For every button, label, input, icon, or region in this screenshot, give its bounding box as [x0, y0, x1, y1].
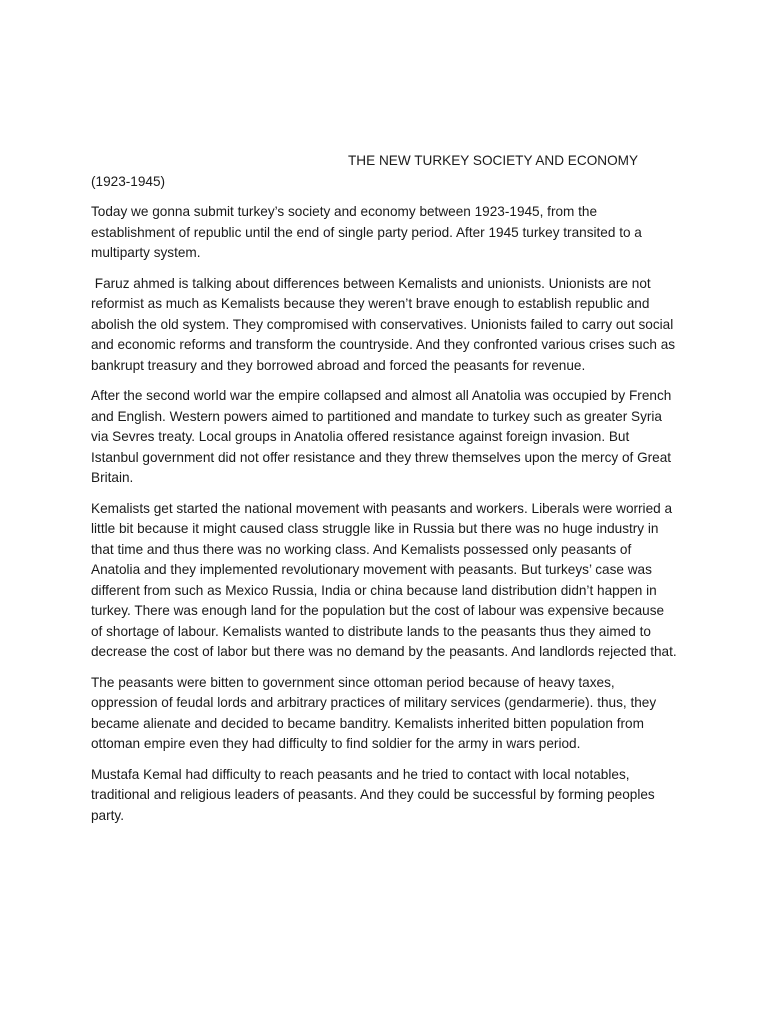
paragraph-occupation: After the second world war the empire collapsed and almost all Anatolia was occupied by French and English. Western powers aimed to partitioned and mandate to turkey such as greater Syria via Sevres treaty. Local groups in Anatolia offered resistance against foreign invasion. But Istanbul government did not offer resistance and they threw themselves upon the mercy of Great Britain. — [91, 388, 672, 485]
document-body — [91, 150, 677, 836]
paragraph-kemalists-unionists: Faruz ahmed is talking about differences between Kemalists and unionists. Unionists are not reformist as much as Kemalists because they weren’t brave enough to establish republic and abolish the old system. They compromised with conservatives. Unionists failed to carry out social and economic reforms and transform the countryside. And they confronted various crises such as bankrupt treasury and they borrowed abroad and forced the peasants for revenue. — [91, 275, 679, 373]
paragraph-national-movement: Kemalists get started the national movement with peasants and workers. Liberals were worried a little bit because it might caused class struggle like in Russia but there was no huge industry in that time and thus there was no working class. And Kemalists possessed only peasants of Anatolia and they implemented revolutionary movement with peasants. But turkeys’ case was different from such as Mexico Russia, India or china because land distribution didn’t happen in turkey. There was enough land for the population but the cost of labour was expensive because of shortage of labour. Kemalists wanted to distribute lands to the peasants thus they aimed to decrease the cost of labor but there was no demand by the peasants. And landlords rejected that. — [91, 500, 677, 659]
paragraph-peasants: The peasants were bitten to government since ottoman period because of heavy taxes, oppression of feudal lords and arbitrary practices of military services (gendarmerie). thus, they became alienate and decided to became banditry. Kemalists inherited bitten population from ottoman empire even they had difficulty to find soldier for the army in wars period. — [91, 674, 657, 751]
paragraph-mustafa-kemal: Mustafa Kemal had difficulty to reach peasants and he tried to contact with local notables, traditional and religious leaders of peasants. And they could be successful by forming peoples party. — [91, 766, 655, 823]
paragraph-intro: Today we gonna submit turkey’s society and economy between 1923-1945, from the establishment of republic until the end of single party period. After 1945 turkey transited to a multiparty system. — [91, 204, 642, 260]
document-title: THE NEW TURKEY SOCIETY AND ECONOMY (1923-1945) — [91, 153, 638, 189]
